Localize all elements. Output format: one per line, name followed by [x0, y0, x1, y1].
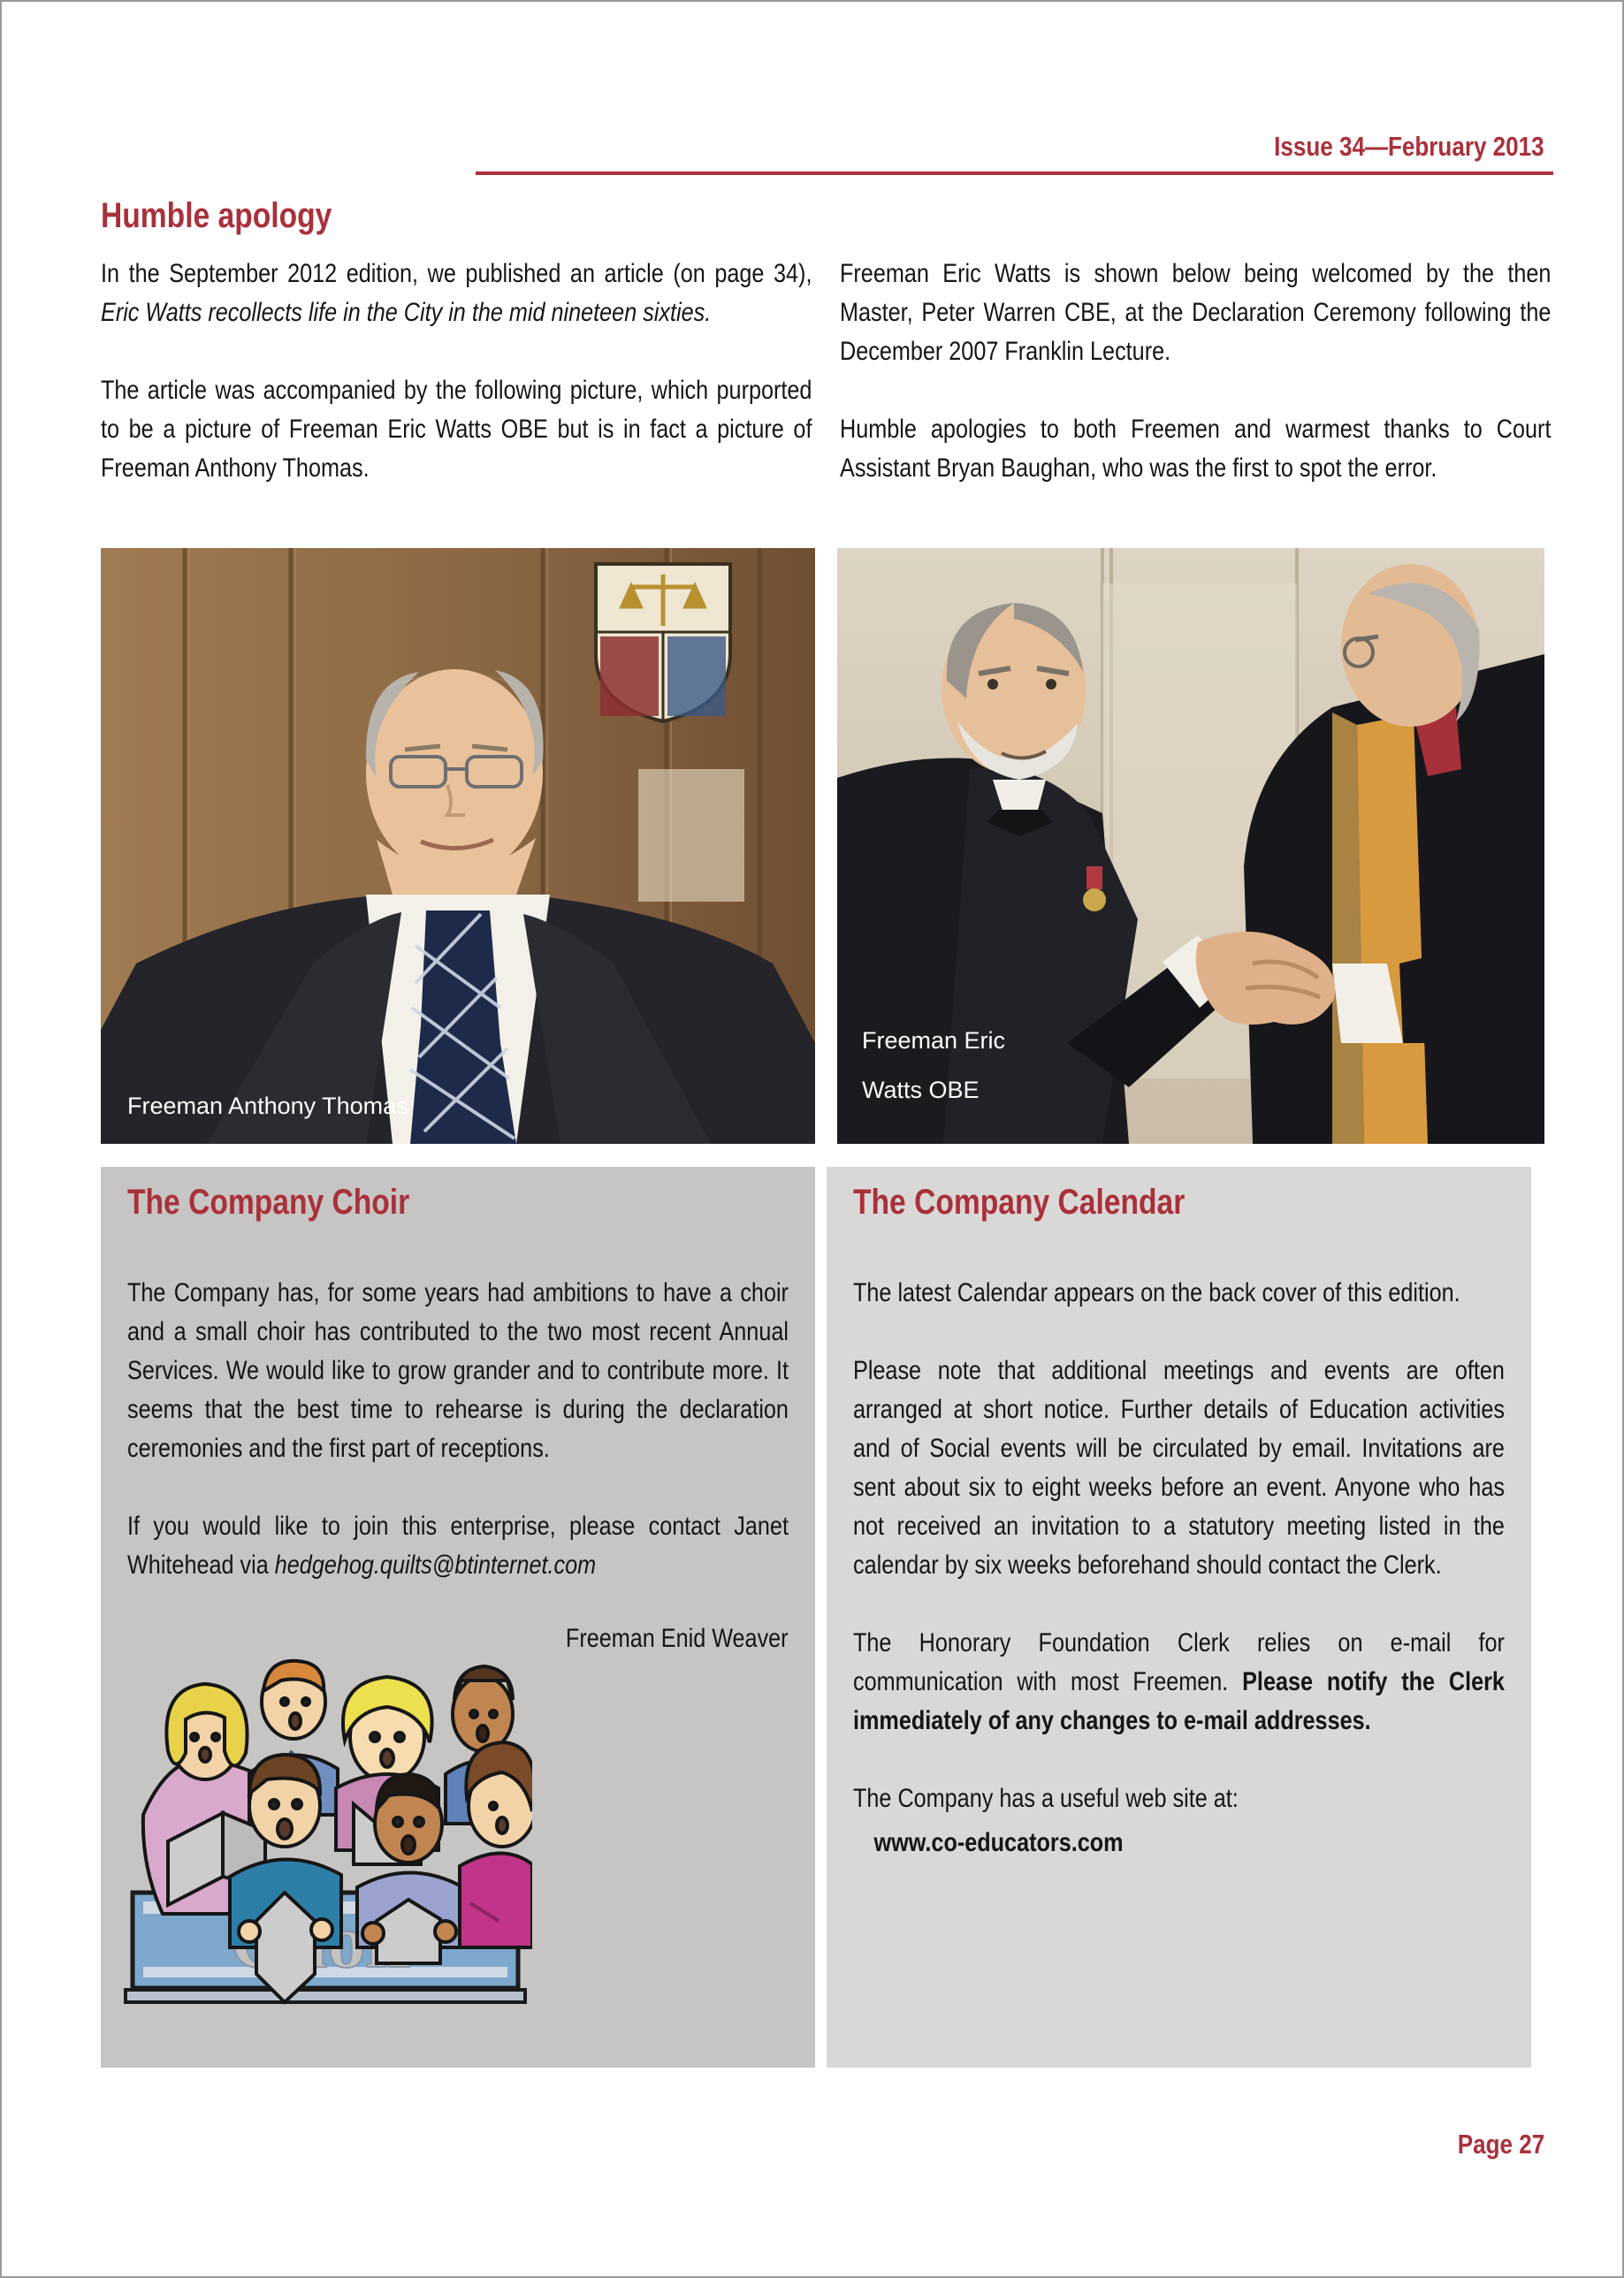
wall-hanging	[638, 769, 744, 902]
article-title-italic: Eric Watts recollects life in the City in the mid nineteen sixties.	[101, 298, 712, 327]
header-rule	[476, 171, 1553, 175]
choir-signature: Freeman Enid Weaver	[566, 1624, 789, 1653]
photo-caption-line2: Watts OBE	[862, 1077, 980, 1103]
article-columns	[101, 255, 1551, 527]
article-right-column	[840, 255, 1552, 527]
calendar-box-heading: The Company Calendar	[853, 1183, 1186, 1222]
issue-header	[1223, 131, 1544, 163]
photo-anthony-thomas	[101, 548, 815, 1144]
company-calendar-box	[827, 1167, 1531, 2068]
paragraph: The Company has, for some years had ambitions to have a choir and a small choir has contributed to the two most recent Annual Services. We would like to grow grander and to contribute more. It seems that the best time to rehearse is during the declaration ceremonies and the first part of receptions.	[127, 1278, 789, 1463]
paragraph: The Honorary Foundation Clerk relies on e-mail for communication with most Freemen. Please notify the Clerk immediately of any changes to e-mail addresses.	[853, 1628, 1505, 1735]
choir-box-heading: The Company Choir	[127, 1183, 410, 1222]
article-heading: Humble apology	[101, 196, 332, 235]
paragraph: The Company has a useful web site at:	[853, 1784, 1239, 1813]
paragraph: Freeman Eric Watts is shown below being welcomed by the then Master, Peter Warren CBE, at the Declaration Ceremony following the December 2007 Franklin Lecture.	[839, 259, 1551, 366]
page-number: Page 27	[1457, 2129, 1544, 2160]
issue-header-text: Issue 34—February 2013	[1274, 131, 1544, 162]
paragraph: The article was accompanied by the following picture, which purported to be a picture of Freeman Eric Watts OBE but is in fact a picture of Freeman Anthony Thomas.	[101, 376, 812, 483]
medal	[1083, 888, 1106, 911]
paragraph: In the September 2012 edition, we published an article (on page 34), Eric Watts recollects life in the City in the mid nineteen sixties.	[101, 259, 812, 327]
company-choir-box	[101, 1167, 815, 2068]
paragraph: Humble apologies to both Freemen and warmest thanks to Court Assistant Bryan Baughan, who was the first to spot the error.	[839, 415, 1551, 483]
contact-email: hedgehog.quilts@btinternet.com	[274, 1550, 597, 1580]
paragraph: If you would like to join this enterprise, please contact Janet Whitehead via hedgehog.quilts@btinternet.com	[127, 1512, 789, 1580]
medal-ribbon	[1086, 866, 1102, 889]
paragraph: The latest Calendar appears on the back cover of this edition.	[853, 1278, 1460, 1307]
notify-clerk-bold: Please notify the Clerk immediately of any changes to e-mail addresses.	[853, 1667, 1505, 1735]
photo-caption-line1: Freeman Eric	[862, 1027, 1006, 1054]
paragraph: Please note that additional meetings and events are often arranged at short notice. Further details of Education activities and of Social events will be circulated by email. Invitations are sent about six to eight weeks before an event. Anyone who has not received an invitation to a statutory meeting listed in the calendar by six weeks beforehand should contact the Clerk.	[853, 1356, 1505, 1580]
company-website: www.co-educators.com	[873, 1828, 1124, 1857]
photo-caption: Freeman Anthony Thomas	[127, 1093, 408, 1119]
photo-eric-watts	[837, 548, 1544, 1144]
choir-clipart	[117, 1656, 532, 2011]
crest-plaque	[596, 564, 730, 721]
article-left-column	[101, 255, 812, 527]
